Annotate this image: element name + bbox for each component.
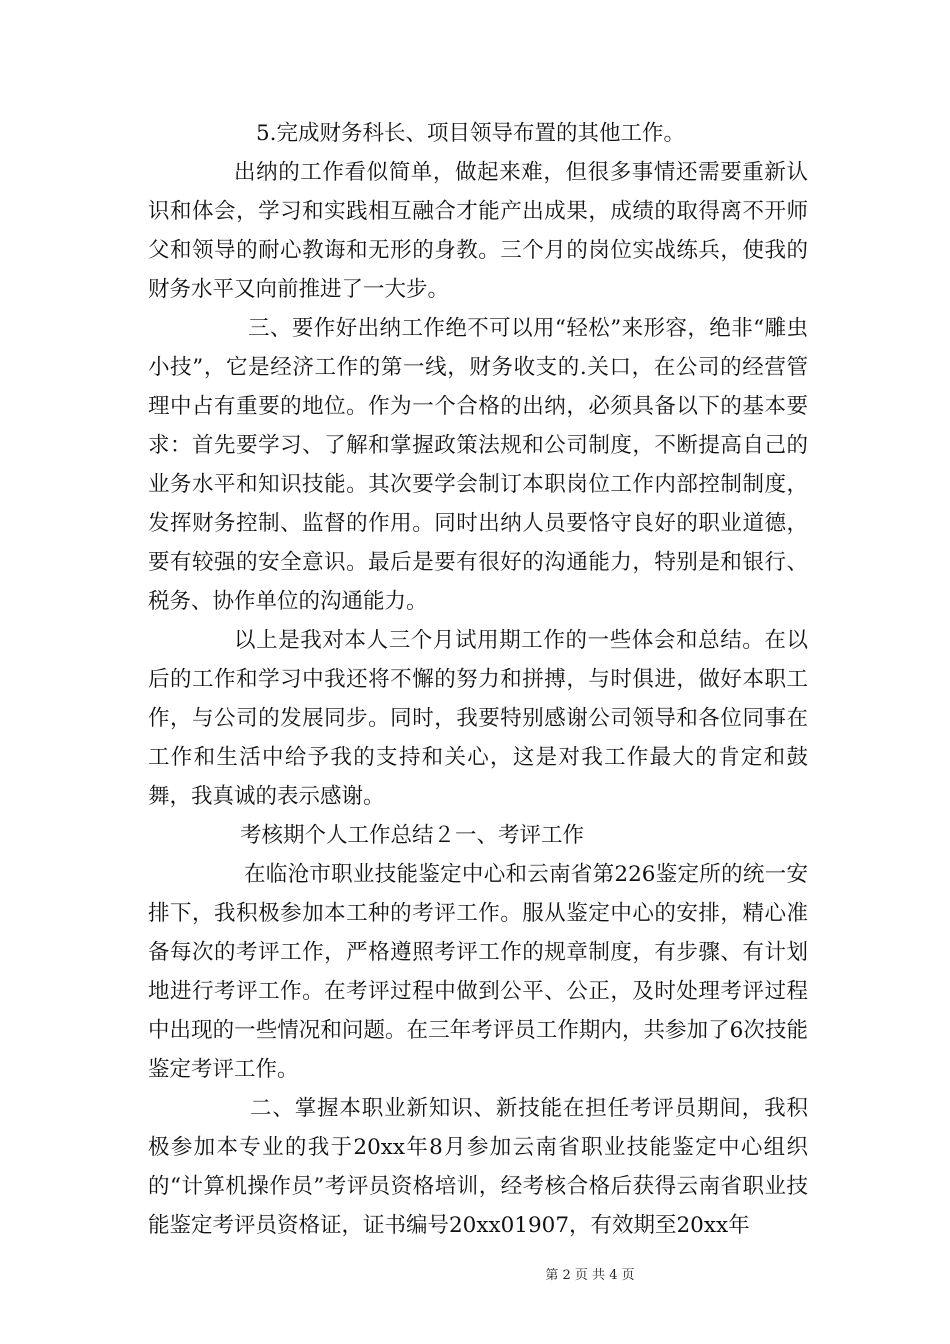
paragraph-examiner-work: 在临沧市职业技能鉴定中心和云南省第226鉴定所的统一安排下，我积极参加本工种的考评工作。服从鉴定中心的安排，精心准备每次的考评工作，严格遵照考评工作的规章制度，有步骤、有计划地进行考评工作。在考评过程中做到公平、公正，及时处理考评过程中出现的一些情况和问题。在三年考评员工作期内，共参加了6次技能鉴定考评工作。 [148,862,808,1082]
paragraph-section-2-skills: 二、掌握本职业新知识、新技能在担任考评员期间，我积极参加本专业的我于20xx年8月参加云南省职业技能鉴定中心组织的“计算机操作员”考评员资格培训，经考核合格后获得云南省职业技能鉴定考评员资格证，证书编号20xx01907，有效期至20xx年 [148,1096,808,1238]
paragraph-task-5: 5.完成财务科长、项目领导布置的其他工作。 [256,121,686,146]
paragraph-conclusion: 以上是我对本人三个月试用期工作的一些体会和总结。在以后的工作和学习中我还将不懈的努力和拼搏，与时俱进，做好本职工作，与公司的发展同步。同时，我要特别感谢公司领导和各位同事在工作和生活中给予我的支持和关心，这是对我工作最大的肯定和鼓舞，我真诚的表示感谢。 [148,628,808,809]
paragraph-section-3: 三、要作好出纳工作绝不可以用“轻松”来形容，绝非“雕虫小技”，它是经济工作的第一线，财务收支的.关口，在公司的经营管理中占有重要的地位。作为一个合格的出纳，必须具备以下的基本要求：首先要学习、了解和掌握政策法规和公司制度，不断提高自己的业务水平和知识技能。其次要学会制订本职岗位工作内部控制制度，发挥财务控制、监督的作用。同时出纳人员要恪守良好的职业道德，要有较强的安全意识。最后是要有很好的沟通能力，特别是和银行、税务、协作单位的沟通能力。 [148,316,808,614]
document-body [148,114,808,1245]
page-number: 第 2 页 共 4 页 [545,1268,635,1283]
paragraph-summary-2-heading: 考核期个人工作总结２一、考评工作 [240,823,585,848]
paragraph-cashier-reflection: 出纳的工作看似简单，做起来难，但很多事情还需要重新认识和体会，学习和实践相互融合才能产出成果，成绩的取得离不开师父和领导的耐心教诲和无形的身教。三个月的岗位实战练兵，使我的财务水平又向前推进了一大步。 [148,160,808,302]
